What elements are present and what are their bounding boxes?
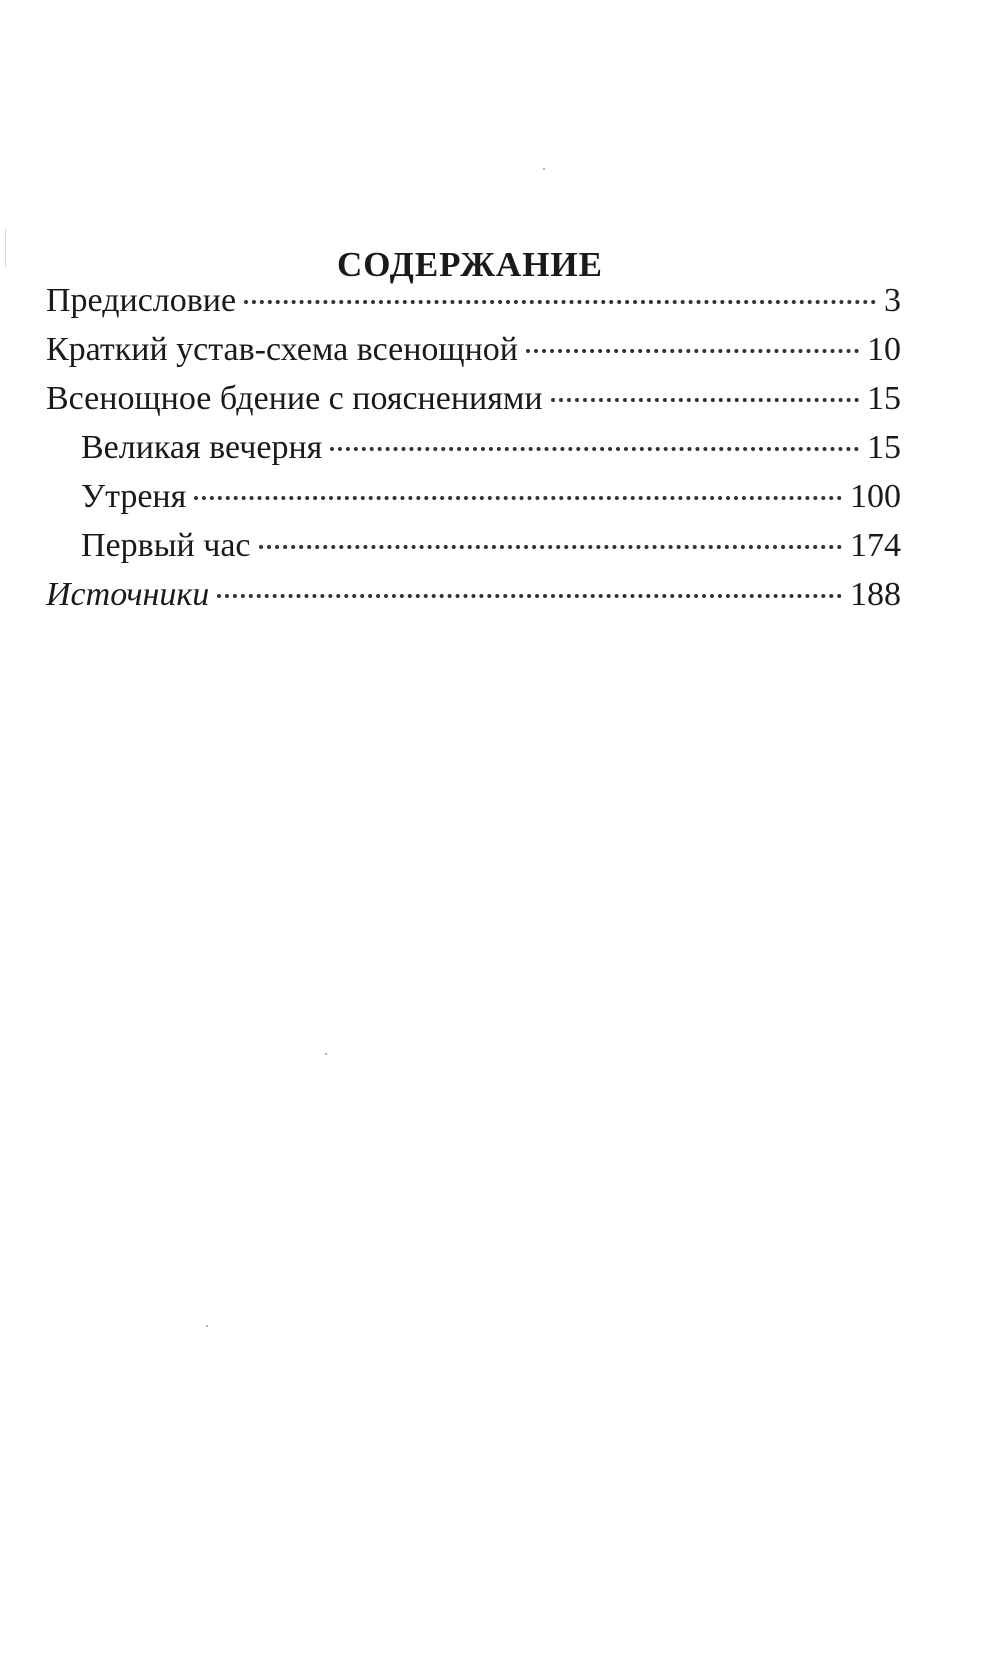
toc-entry-page: 10 [867,331,901,368]
toc-entry-page: 188 [850,576,901,613]
toc-entry-vigil [46,374,901,423]
scan-speck [325,1053,327,1055]
toc-entry-sources [46,570,901,619]
toc-entry-matins [46,472,901,521]
table-of-contents [46,276,901,619]
toc-entry-label: Всенощное бдение с пояснениями [46,380,543,417]
scan-speck [206,1325,208,1327]
toc-entry-preface [46,276,901,325]
toc-entry-first-hour [46,521,901,570]
dot-leader [244,298,876,304]
toc-entry-label: Утреня [81,478,187,515]
toc-entry-short-rule [46,325,901,374]
toc-entry-label: Краткий устав-схема всенощной [46,331,518,368]
toc-entry-label: Источники [46,576,210,613]
dot-leader [194,494,842,500]
toc-title: СОДЕРЖАНИЕ [336,245,603,285]
toc-entry-label: Предисловие [46,282,237,319]
toc-entry-page: 15 [867,380,901,417]
dot-leader [217,592,842,598]
dot-leader [259,543,842,549]
toc-entry-vespers [46,423,901,472]
toc-entry-label: Великая вечерня [81,429,323,466]
toc-entry-page: 174 [850,527,901,564]
dot-leader [330,445,859,451]
dot-leader [551,396,859,402]
toc-entry-label: Первый час [81,527,251,564]
toc-entry-page: 3 [884,282,901,319]
dot-leader [526,347,859,353]
toc-entry-page: 100 [850,478,901,515]
scan-speck [543,168,545,170]
toc-entry-page: 15 [867,429,901,466]
